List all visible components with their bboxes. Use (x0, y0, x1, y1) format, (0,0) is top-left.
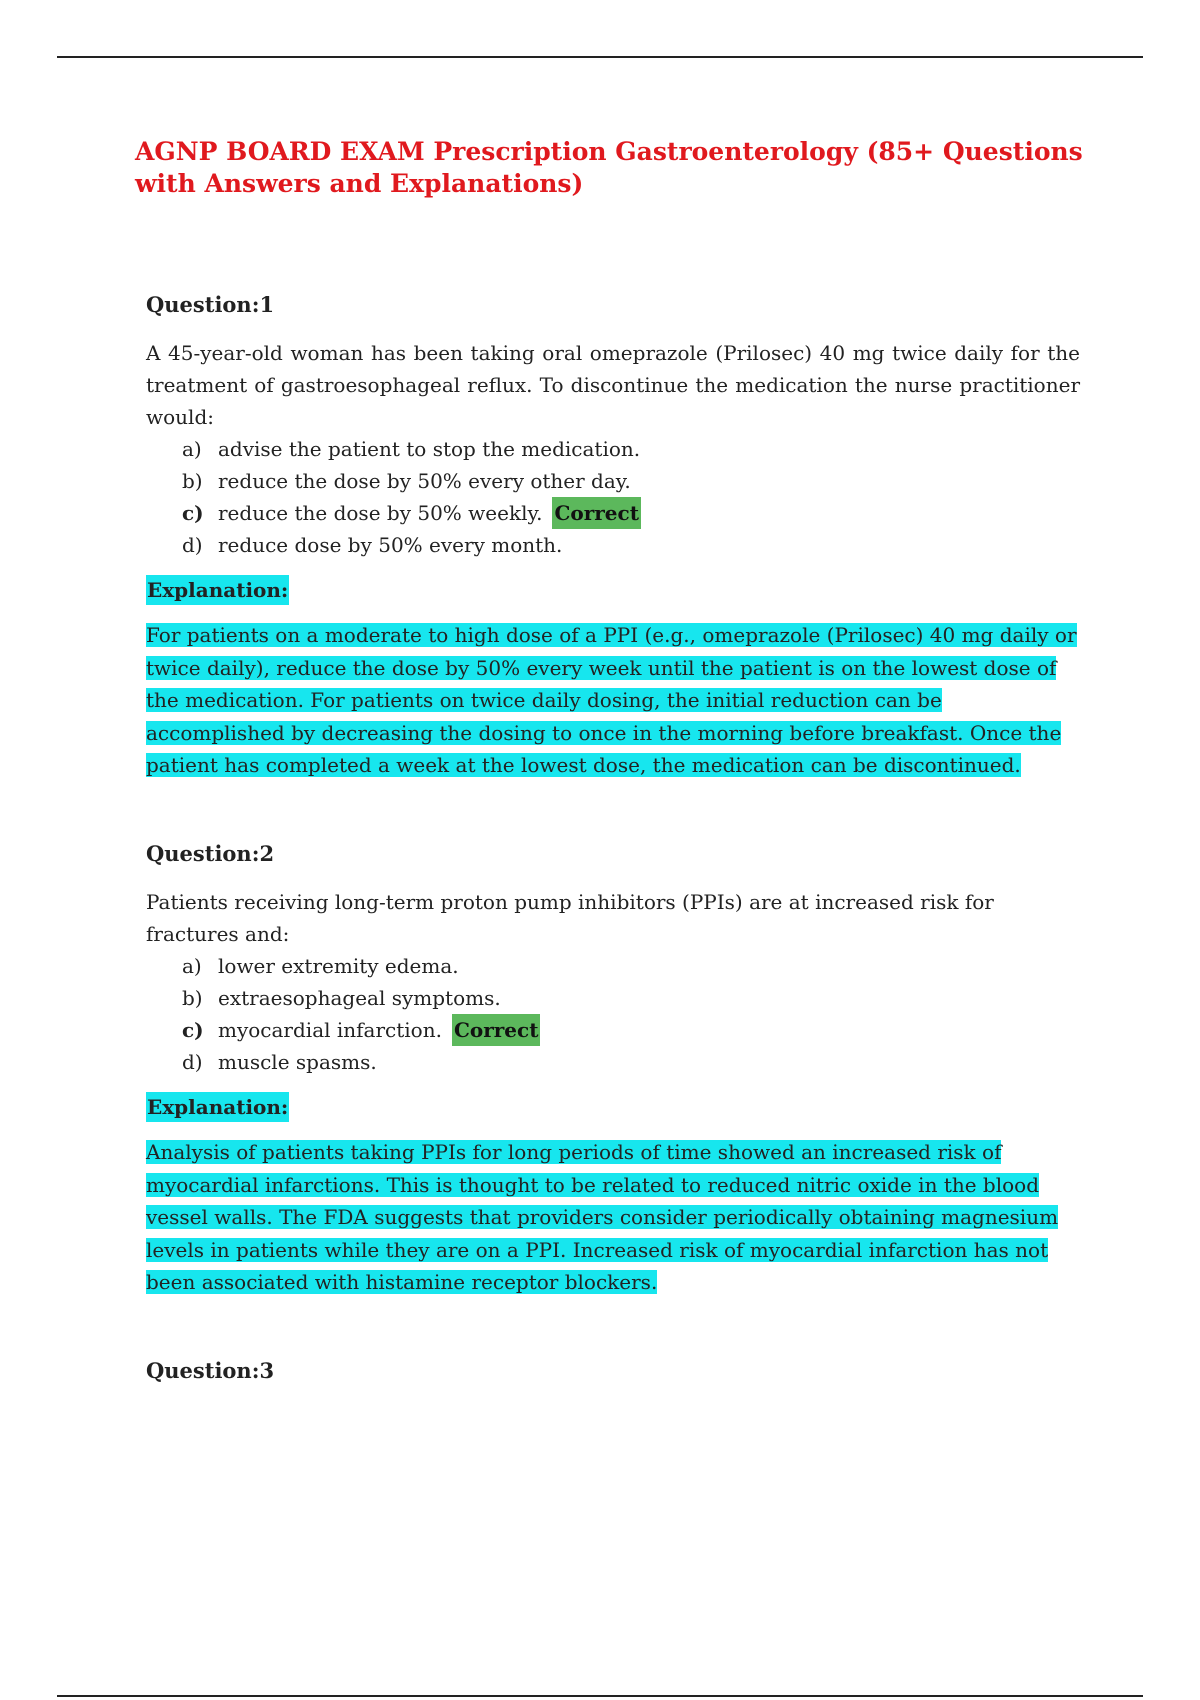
bottom-rule (57, 1695, 1143, 1697)
option-text: reduce the dose by 50% every other day. (218, 469, 631, 493)
answer-option-d (182, 1046, 1080, 1078)
question-heading: Question:2 (146, 841, 275, 866)
answer-option-c (182, 497, 1080, 529)
correct-badge: Correct (552, 497, 640, 529)
option-letter: b) (182, 986, 203, 1010)
option-letter: d) (182, 1050, 203, 1074)
option-text: myocardial infarction. (218, 1018, 442, 1042)
correct-badge: Correct (452, 1014, 540, 1046)
top-rule (57, 56, 1143, 58)
option-letter: a) (182, 954, 202, 978)
question-stem: A 45-year-old woman has been taking oral omeprazole (Prilosec) 40 mg twice daily for the treatment of gastroesophageal reflux. To discontinue the medication the nurse practitioner would: (146, 341, 1080, 429)
question-block (146, 1356, 1080, 1386)
explanation-label: Explanation: (146, 1092, 289, 1122)
answer-option-a (182, 433, 1080, 465)
option-text: advise the patient to stop the medication. (218, 437, 641, 461)
answer-option-c (182, 1014, 1080, 1046)
option-letter: d) (182, 533, 203, 557)
explanation-text (146, 619, 1080, 782)
option-letter: a) (182, 437, 202, 461)
explanation-text (146, 1136, 1080, 1299)
question-block (146, 290, 1080, 782)
explanation-highlight: For patients on a moderate to high dose of a PPI (e.g., omeprazole (Prilosec) 40 mg daily or twice daily), reduce the dose by 50% every week until the patient is on the lowest dose of the medication. For patients on twice daily dosing, the initial reduction can be accomplished by decreasing the dosing to once in the morning before breakfast. Once the patient has completed a week at the lowest dose, the medication can be discontinued. (146, 623, 1077, 777)
question-heading: Question:1 (146, 292, 275, 317)
option-text: lower extremity edema. (218, 954, 459, 978)
question-block (146, 839, 1080, 1299)
answer-option-d (182, 529, 1080, 561)
answer-option-b (182, 982, 1080, 1014)
option-letter: c) (182, 1018, 204, 1042)
question-heading: Question:3 (146, 1358, 275, 1383)
option-text: muscle spasms. (218, 1050, 377, 1074)
option-text: extraesophageal symptoms. (218, 986, 501, 1010)
option-text: reduce dose by 50% every month. (218, 533, 563, 557)
option-text: reduce the dose by 50% weekly. (218, 501, 543, 525)
option-letter: c) (182, 501, 204, 525)
answer-option-a (182, 950, 1080, 982)
answer-options (146, 950, 1080, 1078)
answer-option-b (182, 465, 1080, 497)
explanation-label: Explanation: (146, 575, 289, 605)
document-title: AGNP BOARD EXAM Prescription Gastroenterology (85+ Questions with Answers and Explanations) (135, 137, 1083, 198)
explanation-highlight: Analysis of patients taking PPIs for long periods of time showed an increased risk of myocardial infarctions. This is thought to be related to reduced nitric oxide in the blood vessel walls. The FDA suggests that providers consider periodically obtaining magnesium levels in patients while they are on a PPI. Increased risk of myocardial infarction has not been associated with histamine receptor blockers. (146, 1140, 1059, 1294)
answer-options (146, 433, 1080, 561)
option-letter: b) (182, 469, 203, 493)
question-stem: Patients receiving long-term proton pump inhibitors (PPIs) are at increased risk for fractures and: (146, 890, 994, 946)
